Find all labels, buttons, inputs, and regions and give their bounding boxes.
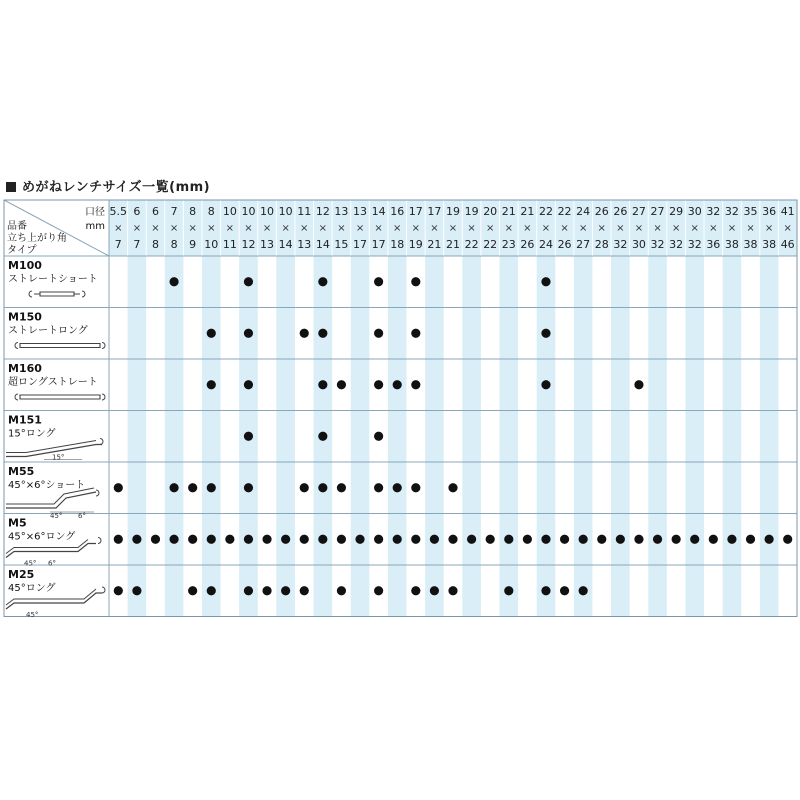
row-code-label: M5 <box>8 516 27 530</box>
cross-symbol: × <box>504 223 513 234</box>
angle-label: 6° <box>48 559 56 568</box>
size-bottom-label: 17 <box>371 238 386 251</box>
availability-dot <box>393 483 402 492</box>
availability-dot <box>579 535 588 544</box>
cross-symbol: × <box>337 223 346 234</box>
column-stripe <box>760 256 779 617</box>
availability-dot <box>188 535 197 544</box>
availability-dot <box>560 586 569 595</box>
wrench-straight-long-icon <box>15 343 105 349</box>
size-bottom-label: 15 <box>334 238 349 251</box>
cross-symbol: × <box>764 223 774 234</box>
cross-symbol: × <box>523 223 532 234</box>
availability-dot <box>244 277 253 286</box>
size-top-label: 16 <box>390 205 405 218</box>
row-name-label: 超ロングストレート <box>8 377 98 388</box>
wrench-outline <box>98 538 101 544</box>
size-top-label: 35 <box>743 205 758 218</box>
size-top-label: 10 <box>222 205 237 218</box>
size-bottom-label: 24 <box>538 238 553 251</box>
availability-dot <box>207 329 216 338</box>
wrench-offset-45-6-short-icon <box>6 488 99 520</box>
wrench-outline <box>96 490 99 496</box>
size-bottom-label: 18 <box>390 238 405 251</box>
size-bottom-label: 32 <box>687 238 702 251</box>
size-bottom-label: 30 <box>631 238 646 251</box>
size-bottom-label: 8 <box>170 238 178 251</box>
column-stripe <box>723 256 742 617</box>
size-top-label: 36 <box>762 205 777 218</box>
size-bottom-label: 22 <box>464 238 479 251</box>
availability-dot <box>448 483 457 492</box>
wrench-outline <box>102 587 105 593</box>
cross-symbol: × <box>467 223 476 234</box>
availability-dot <box>504 535 513 544</box>
availability-dot <box>244 535 253 544</box>
column-stripe <box>685 256 704 617</box>
size-top-label: 21 <box>501 205 516 218</box>
size-top-label: 32 <box>724 205 739 218</box>
angle-label: 45° <box>50 512 63 520</box>
size-top-label: 8 <box>189 205 197 218</box>
size-top-label: 22 <box>538 205 553 218</box>
square-bullet-icon <box>6 182 16 192</box>
size-top-label: 29 <box>669 205 684 218</box>
cross-symbol: × <box>485 223 495 234</box>
availability-dot <box>207 380 216 389</box>
availability-dot <box>169 483 178 492</box>
availability-dot <box>225 535 234 544</box>
cross-symbol: × <box>616 223 625 234</box>
availability-dot <box>393 380 402 389</box>
row-code-label: M55 <box>8 465 35 478</box>
wrench-straight-long-icon <box>15 394 105 400</box>
availability-dot <box>634 380 643 389</box>
wrench-outline <box>6 492 96 508</box>
size-bottom-label: 13 <box>260 238 275 251</box>
availability-dot <box>281 535 290 544</box>
cross-symbol: × <box>188 223 197 234</box>
availability-dot <box>132 535 141 544</box>
availability-dot <box>318 277 327 286</box>
cross-symbol: × <box>374 223 383 234</box>
availability-dot <box>541 277 550 286</box>
size-top-label: 6 <box>133 205 141 218</box>
size-top-label: 27 <box>650 205 665 218</box>
column-stripe <box>611 256 630 617</box>
availability-dot <box>430 586 439 595</box>
column-stripe <box>276 256 295 617</box>
availability-dot <box>560 535 569 544</box>
column-stripe <box>425 256 444 617</box>
cross-symbol: × <box>653 223 662 234</box>
row-code-label: M25 <box>8 568 35 581</box>
size-bottom-label: 14 <box>278 238 293 251</box>
size-top-label: 30 <box>687 205 702 218</box>
cross-symbol: × <box>281 223 290 234</box>
row-name-label: 15°ロング <box>8 428 56 440</box>
row-name-label: ストレートロング <box>8 325 88 337</box>
size-top-label: 17 <box>408 205 423 218</box>
size-bottom-label: 26 <box>557 238 572 251</box>
availability-dot <box>318 329 327 338</box>
column-stripe <box>462 256 481 617</box>
row-code-label: M150 <box>8 310 42 324</box>
row-name-label: 45°×6°ショート <box>8 480 86 491</box>
cross-symbol: × <box>671 223 681 234</box>
size-top-label: 13 <box>334 205 349 218</box>
availability-dot <box>374 329 383 338</box>
wrench-outline <box>34 292 80 296</box>
row-name-label: 45°ロング <box>8 583 56 594</box>
size-bottom-label: 46 <box>780 238 795 251</box>
availability-dot <box>337 535 346 544</box>
size-bottom-label: 21 <box>446 238 460 251</box>
cross-symbol: × <box>132 223 142 234</box>
size-bottom-label: 7 <box>133 238 141 251</box>
availability-dot <box>430 535 439 544</box>
availability-dot <box>244 432 253 441</box>
column-stripe <box>165 256 184 617</box>
size-bottom-label: 32 <box>650 238 665 251</box>
availability-dot <box>374 380 383 389</box>
availability-dot <box>448 586 457 595</box>
size-bottom-label: 9 <box>189 238 197 251</box>
size-bottom-label: 17 <box>353 238 368 251</box>
size-bottom-label: 14 <box>315 238 330 251</box>
size-top-label: 14 <box>371 205 386 218</box>
size-top-label: 5.5 <box>109 205 128 218</box>
row-name-label: ストレートショート <box>8 274 98 285</box>
page-title-text: めがねレンチサイズ一覧(mm) <box>22 180 211 195</box>
availability-dot <box>262 586 271 595</box>
cross-symbol: × <box>207 223 216 234</box>
size-bottom-label: 32 <box>669 238 684 251</box>
size-bottom-label: 36 <box>706 238 721 251</box>
availability-dot <box>300 535 309 544</box>
cross-symbol: × <box>318 223 328 234</box>
availability-dot <box>281 586 290 595</box>
availability-dot <box>169 535 178 544</box>
availability-dot <box>337 483 346 492</box>
availability-dot <box>486 535 495 544</box>
cross-symbol: × <box>225 223 235 234</box>
corner-row-label: 品番 <box>7 221 27 232</box>
availability-dot <box>765 535 774 544</box>
availability-dot <box>300 586 309 595</box>
size-bottom-label: 32 <box>613 238 628 251</box>
availability-dot <box>746 535 755 544</box>
availability-dot <box>318 535 327 544</box>
column-stripe <box>351 256 370 617</box>
size-top-label: 22 <box>557 205 572 218</box>
wrench-straight-short-icon <box>29 291 85 297</box>
size-top-label: 21 <box>520 205 535 218</box>
size-bottom-label: 11 <box>222 238 237 251</box>
column-stripe <box>537 256 556 617</box>
availability-dot <box>374 483 383 492</box>
cross-symbol: × <box>411 223 421 234</box>
availability-dot <box>541 380 550 389</box>
column-stripe <box>202 256 221 617</box>
availability-dot <box>411 380 420 389</box>
cross-symbol: × <box>541 223 551 234</box>
size-top-label: 20 <box>483 205 498 218</box>
angle-label: 6° <box>78 512 86 520</box>
availability-dot <box>690 535 699 544</box>
availability-dot <box>411 586 420 595</box>
size-top-label: 17 <box>427 205 442 218</box>
cross-symbol: × <box>634 223 644 234</box>
row-code-label: M100 <box>8 259 42 272</box>
size-bottom-label: 23 <box>501 238 516 251</box>
availability-dot <box>337 380 346 389</box>
availability-dot <box>188 483 197 492</box>
size-bottom-label: 26 <box>520 238 535 251</box>
column-stripe <box>499 256 518 617</box>
availability-dot <box>709 535 718 544</box>
corner-size-label: 口径 <box>85 207 105 218</box>
availability-dot <box>541 586 550 595</box>
column-stripe <box>648 256 667 617</box>
cross-symbol: × <box>727 223 737 234</box>
availability-dot <box>114 483 123 492</box>
availability-dot <box>579 586 588 595</box>
availability-dot <box>355 535 364 544</box>
availability-dot <box>541 329 550 338</box>
availability-dot <box>374 277 383 286</box>
size-top-label: 41 <box>780 205 795 218</box>
size-bottom-label: 8 <box>151 238 159 251</box>
availability-dot <box>672 535 681 544</box>
size-bottom-label: 21 <box>427 238 442 251</box>
size-top-label: 19 <box>464 205 479 218</box>
page-title <box>6 176 210 195</box>
row-name-label: 45°×6°ロング <box>8 531 76 543</box>
availability-dot <box>411 535 420 544</box>
cross-symbol: × <box>355 223 365 234</box>
availability-dot <box>188 586 197 595</box>
availability-dot <box>727 535 736 544</box>
availability-dot <box>374 535 383 544</box>
cross-symbol: × <box>244 223 253 234</box>
size-bottom-label: 19 <box>408 238 423 251</box>
size-top-label: 27 <box>631 205 646 218</box>
availability-dot <box>597 535 606 544</box>
availability-dot <box>467 535 476 544</box>
availability-dot <box>653 535 662 544</box>
availability-dot <box>541 535 550 544</box>
size-top-label: 32 <box>706 205 721 218</box>
size-bottom-label: 38 <box>743 238 758 251</box>
availability-dot <box>132 586 141 595</box>
cross-symbol: × <box>690 223 699 234</box>
angle-label: 15° <box>52 453 65 462</box>
availability-dot <box>244 329 253 338</box>
cross-symbol: × <box>560 223 569 234</box>
column-stripe <box>128 256 147 617</box>
corner-unit-label: mm <box>85 221 105 232</box>
availability-dot <box>114 535 123 544</box>
wrench-outline <box>100 439 103 445</box>
size-top-label: 24 <box>576 205 591 218</box>
wrench-outline <box>20 395 100 399</box>
cross-symbol: × <box>114 223 123 234</box>
cross-symbol: × <box>783 223 792 234</box>
size-bottom-label: 38 <box>762 238 777 251</box>
availability-dot <box>634 535 643 544</box>
size-bottom-label: 12 <box>241 238 256 251</box>
availability-dot <box>300 483 309 492</box>
availability-dot <box>244 483 253 492</box>
column-stripe <box>574 256 593 617</box>
size-bottom-label: 7 <box>114 238 122 251</box>
availability-dot <box>207 483 216 492</box>
size-top-label: 19 <box>446 205 460 218</box>
cross-symbol: × <box>262 223 272 234</box>
availability-dot <box>300 329 309 338</box>
availability-dot <box>318 483 327 492</box>
cross-symbol: × <box>578 223 588 234</box>
availability-dot <box>411 277 420 286</box>
wrench-outline <box>6 544 96 558</box>
size-bottom-label: 38 <box>724 238 739 251</box>
size-top-label: 12 <box>315 205 330 218</box>
size-top-label: 26 <box>613 205 628 218</box>
cross-symbol: × <box>746 223 755 234</box>
wrench-offset-15-icon <box>6 439 103 462</box>
size-bottom-label: 28 <box>594 238 609 251</box>
size-top-label: 10 <box>278 205 293 218</box>
cross-symbol: × <box>300 223 309 234</box>
availability-dot <box>411 483 420 492</box>
availability-dot <box>207 535 216 544</box>
availability-dot <box>783 535 792 544</box>
availability-dot <box>393 535 402 544</box>
size-bottom-label: 27 <box>576 238 591 251</box>
availability-dot <box>262 535 271 544</box>
size-table <box>0 198 800 622</box>
size-top-label: 10 <box>260 205 275 218</box>
availability-dot <box>411 329 420 338</box>
size-top-label: 8 <box>207 205 215 218</box>
availability-dot <box>207 586 216 595</box>
availability-dot <box>318 380 327 389</box>
cross-symbol: × <box>393 223 402 234</box>
availability-dot <box>114 586 123 595</box>
availability-dot <box>169 277 178 286</box>
column-stripe <box>388 256 407 617</box>
cross-symbol: × <box>709 223 718 234</box>
size-top-label: 13 <box>353 205 368 218</box>
cross-symbol: × <box>151 223 160 234</box>
size-bottom-label: 13 <box>297 238 312 251</box>
availability-dot <box>337 586 346 595</box>
angle-label: 45° <box>26 611 39 619</box>
availability-dot <box>318 432 327 441</box>
availability-dot <box>523 535 532 544</box>
availability-dot <box>504 586 513 595</box>
row-code-label: M160 <box>8 362 42 375</box>
wrench-outline <box>20 344 100 348</box>
availability-dot <box>244 586 253 595</box>
corner-row-label: タイプ <box>7 245 37 256</box>
size-top-label: 11 <box>297 205 312 218</box>
availability-dot <box>616 535 625 544</box>
size-top-label: 7 <box>170 205 178 218</box>
cross-symbol: × <box>597 223 606 234</box>
corner-row-label: 立ち上がり角 <box>7 233 67 244</box>
size-bottom-label: 22 <box>483 238 498 251</box>
row-code-label: M151 <box>8 413 42 427</box>
size-top-label: 26 <box>594 205 609 218</box>
cross-symbol: × <box>430 223 439 234</box>
size-bottom-label: 10 <box>204 238 219 251</box>
cross-symbol: × <box>448 223 458 234</box>
angle-label: 45° <box>24 559 37 568</box>
availability-dot <box>374 586 383 595</box>
size-top-label: 6 <box>151 205 159 218</box>
cross-symbol: × <box>169 223 179 234</box>
size-top-label: 10 <box>241 205 256 218</box>
availability-dot <box>244 380 253 389</box>
availability-dot <box>448 535 457 544</box>
availability-dot <box>151 535 160 544</box>
availability-dot <box>374 432 383 441</box>
